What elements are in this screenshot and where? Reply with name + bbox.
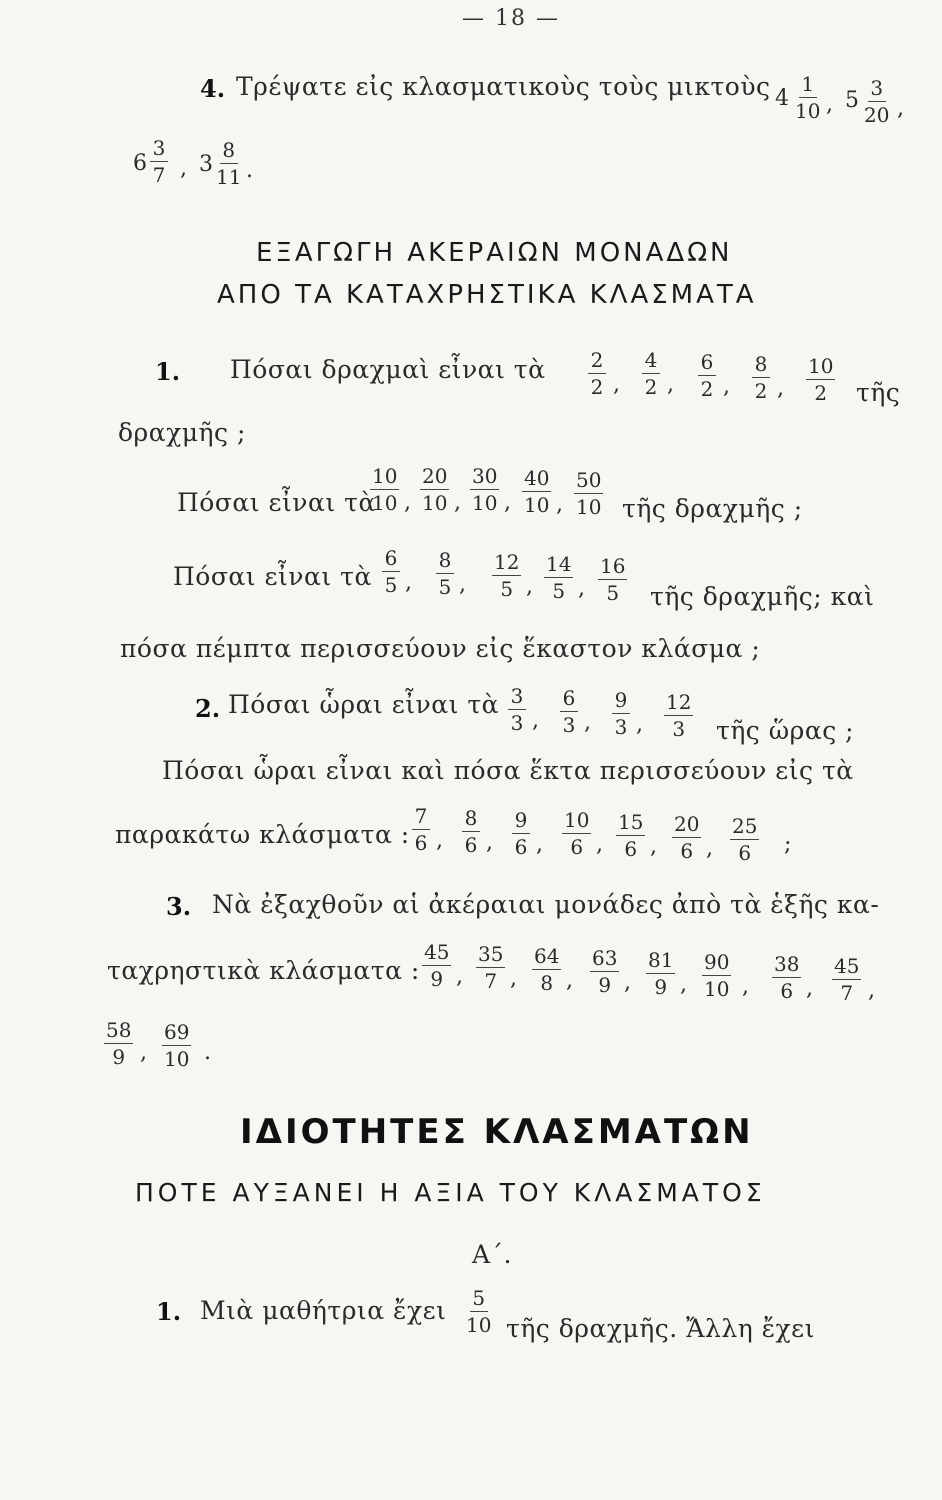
question-tail: τῆς bbox=[856, 378, 901, 407]
fraction: $\frac{30}{10}$ bbox=[472, 464, 498, 515]
question-tail: τῆς δραχμῆς. Ἄλλη ἔχει bbox=[506, 1314, 815, 1343]
question-text: Πόσαι εἶναι τὰ bbox=[177, 488, 376, 517]
fraction: $\frac{38}{6}$ bbox=[774, 952, 800, 1003]
comma: , bbox=[456, 964, 463, 989]
comma: , bbox=[436, 828, 443, 853]
mixed-whole: 5 bbox=[845, 88, 859, 113]
fraction: $\frac{81}{9}$ bbox=[648, 948, 674, 999]
exercise-number: 1. bbox=[156, 1297, 182, 1326]
fraction: $\frac{2}{2}$ bbox=[588, 350, 606, 397]
question-text: Μιὰ μαθήτρια ἔχει bbox=[200, 1296, 447, 1325]
mixed-whole: 4 bbox=[775, 86, 789, 111]
fraction: $\frac{8}{5}$ bbox=[436, 550, 454, 597]
fraction: $\frac{20}{10}$ bbox=[422, 464, 448, 515]
fraction: $\frac{10}{2}$ bbox=[808, 354, 834, 405]
question-tail: τῆς δραχμῆς ; bbox=[622, 494, 803, 523]
part-label: Α΄. bbox=[472, 1240, 513, 1269]
fraction: $\frac{45}{7}$ bbox=[834, 954, 860, 1005]
fraction: $\frac{64}{8}$ bbox=[534, 944, 560, 995]
question-tail-line2: πόσα πέμπτα περισσεύουν εἰς ἕκαστον κλάσμα ; bbox=[120, 634, 761, 663]
fraction: $\frac{6}{2}$ bbox=[698, 352, 716, 399]
exercise-number: 1. bbox=[155, 357, 181, 386]
question-tail-line2: δραχμῆς ; bbox=[118, 418, 246, 447]
fraction: $\frac{3}{20}$ bbox=[864, 76, 890, 127]
comma: , bbox=[578, 576, 585, 601]
question-line: Πόσαι ὧραι εἶναι καὶ πόσα ἕκτα περισσεύουν εἰς τὰ bbox=[162, 756, 854, 785]
fraction: $\frac{1}{10}$ bbox=[795, 72, 821, 123]
comma: , bbox=[806, 976, 813, 1001]
fraction: $\frac{45}{9}$ bbox=[424, 940, 450, 991]
fraction: $\frac{4}{2}$ bbox=[642, 350, 660, 397]
fraction: $\frac{25}{6}$ bbox=[732, 814, 758, 865]
comma: , bbox=[454, 490, 461, 515]
section-heading-line1: ΕΞΑΓΩΓΗ ΑΚΕΡΑΙΩΝ ΜΟΝΑΔΩΝ bbox=[256, 238, 733, 268]
comma: , bbox=[706, 836, 713, 861]
comma: , bbox=[680, 972, 687, 997]
fraction: $\frac{9}{3}$ bbox=[612, 690, 630, 737]
fraction: $\frac{8}{2}$ bbox=[752, 354, 770, 401]
question-text: Πόσαι ὧραι εἶναι τὰ bbox=[228, 690, 500, 719]
fraction: $\frac{15}{6}$ bbox=[618, 810, 644, 861]
comma: , bbox=[556, 492, 563, 517]
comma: , bbox=[180, 156, 187, 181]
fraction: $\frac{14}{5}$ bbox=[546, 552, 572, 603]
comma: , bbox=[459, 572, 466, 597]
comma: , bbox=[405, 570, 412, 595]
question-line: παρακάτω κλάσματα : bbox=[115, 820, 410, 849]
comma: , bbox=[566, 968, 573, 993]
question-line: ταχρηστικὰ κλάσματα : bbox=[107, 956, 420, 985]
comma: , bbox=[510, 966, 517, 991]
fraction: $\frac{50}{10}$ bbox=[576, 468, 602, 519]
comma: , bbox=[742, 974, 749, 999]
fraction: $\frac{9}{6}$ bbox=[512, 810, 530, 857]
fraction: $\frac{7}{6}$ bbox=[412, 806, 430, 853]
comma: , bbox=[636, 712, 643, 737]
exercise-number: 2. bbox=[195, 694, 221, 723]
comma: , bbox=[536, 832, 543, 857]
fraction: $\frac{63}{9}$ bbox=[592, 946, 618, 997]
fraction: $\frac{12}{3}$ bbox=[666, 690, 692, 741]
fraction: $\frac{20}{6}$ bbox=[674, 812, 700, 863]
section-heading-line2: ΑΠΟ ΤΑ ΚΑΤΑΧΡΗΣΤΙΚΑ ΚΛΑΣΜΑΤΑ bbox=[217, 280, 757, 310]
question-tail: τῆς δραχμῆς; καὶ bbox=[650, 582, 875, 611]
fraction: $\frac{3}{7}$ bbox=[150, 138, 168, 185]
question-mark: ; bbox=[784, 832, 792, 857]
fraction: $\frac{90}{10}$ bbox=[704, 950, 730, 1001]
exercise-number: 4. bbox=[200, 74, 226, 103]
fraction: $\frac{8}{6}$ bbox=[462, 808, 480, 855]
question-tail: τῆς ὥρας ; bbox=[716, 716, 855, 745]
fraction: $\frac{10}{10}$ bbox=[372, 464, 398, 515]
fraction: $\frac{5}{10}$ bbox=[466, 1286, 492, 1337]
comma: , bbox=[777, 376, 784, 401]
fraction: $\frac{6}{3}$ bbox=[560, 688, 578, 735]
exercise-text: Τρέψατε εἰς κλασματικοὺς τοὺς μικτοὺς bbox=[236, 72, 771, 101]
period: . bbox=[246, 158, 253, 183]
mixed-whole: 6 bbox=[133, 151, 147, 176]
chapter-heading: ΙΔΙΟΤΗΤΕΣ ΚΛΑΣΜΑΤΩΝ bbox=[240, 1112, 754, 1152]
comma: , bbox=[404, 490, 411, 515]
comma: , bbox=[584, 710, 591, 735]
comma: , bbox=[826, 92, 833, 117]
chapter-subheading: ΠΟΤΕ ΑΥΞΑΝΕΙ Η ΑΞΙΑ ΤΟΥ ΚΛΑΣΜΑΤΟΣ bbox=[135, 1178, 766, 1207]
comma: , bbox=[504, 490, 511, 515]
question-text: Πόσαι εἶναι τὰ bbox=[173, 562, 372, 591]
mixed-whole: 3 bbox=[199, 152, 213, 177]
fraction: $\frac{10}{6}$ bbox=[564, 808, 590, 859]
question-text: Πόσαι δραχμαὶ εἶναι τὰ bbox=[230, 355, 546, 384]
comma: , bbox=[624, 970, 631, 995]
fraction: $\frac{16}{5}$ bbox=[600, 554, 626, 605]
fraction: $\frac{12}{5}$ bbox=[494, 550, 520, 601]
comma: , bbox=[667, 372, 674, 397]
comma: , bbox=[596, 832, 603, 857]
comma: , bbox=[613, 372, 620, 397]
fraction: $\frac{35}{7}$ bbox=[478, 942, 504, 993]
comma: , bbox=[526, 574, 533, 599]
fraction: $\frac{6}{5}$ bbox=[382, 548, 400, 595]
comma: , bbox=[650, 834, 657, 859]
period: . bbox=[204, 1040, 211, 1065]
comma: , bbox=[532, 708, 539, 733]
fraction: $\frac{3}{3}$ bbox=[508, 686, 526, 733]
fraction: $\frac{58}{9}$ bbox=[106, 1018, 132, 1069]
comma: , bbox=[486, 830, 493, 855]
comma: , bbox=[723, 374, 730, 399]
page-number: — 18 — bbox=[462, 6, 560, 31]
comma: , bbox=[140, 1040, 147, 1065]
fraction: $\frac{8}{11}$ bbox=[216, 138, 242, 189]
fraction: $\frac{69}{10}$ bbox=[164, 1020, 190, 1071]
question-line: Νὰ ἐξαχθοῦν αἱ ἀκέραιαι μονάδες ἀπὸ τὰ ἑξῆς κα- bbox=[212, 890, 880, 919]
exercise-number: 3. bbox=[166, 892, 192, 921]
comma: , bbox=[868, 978, 875, 1003]
comma: , bbox=[897, 96, 904, 121]
fraction: $\frac{40}{10}$ bbox=[524, 466, 550, 517]
